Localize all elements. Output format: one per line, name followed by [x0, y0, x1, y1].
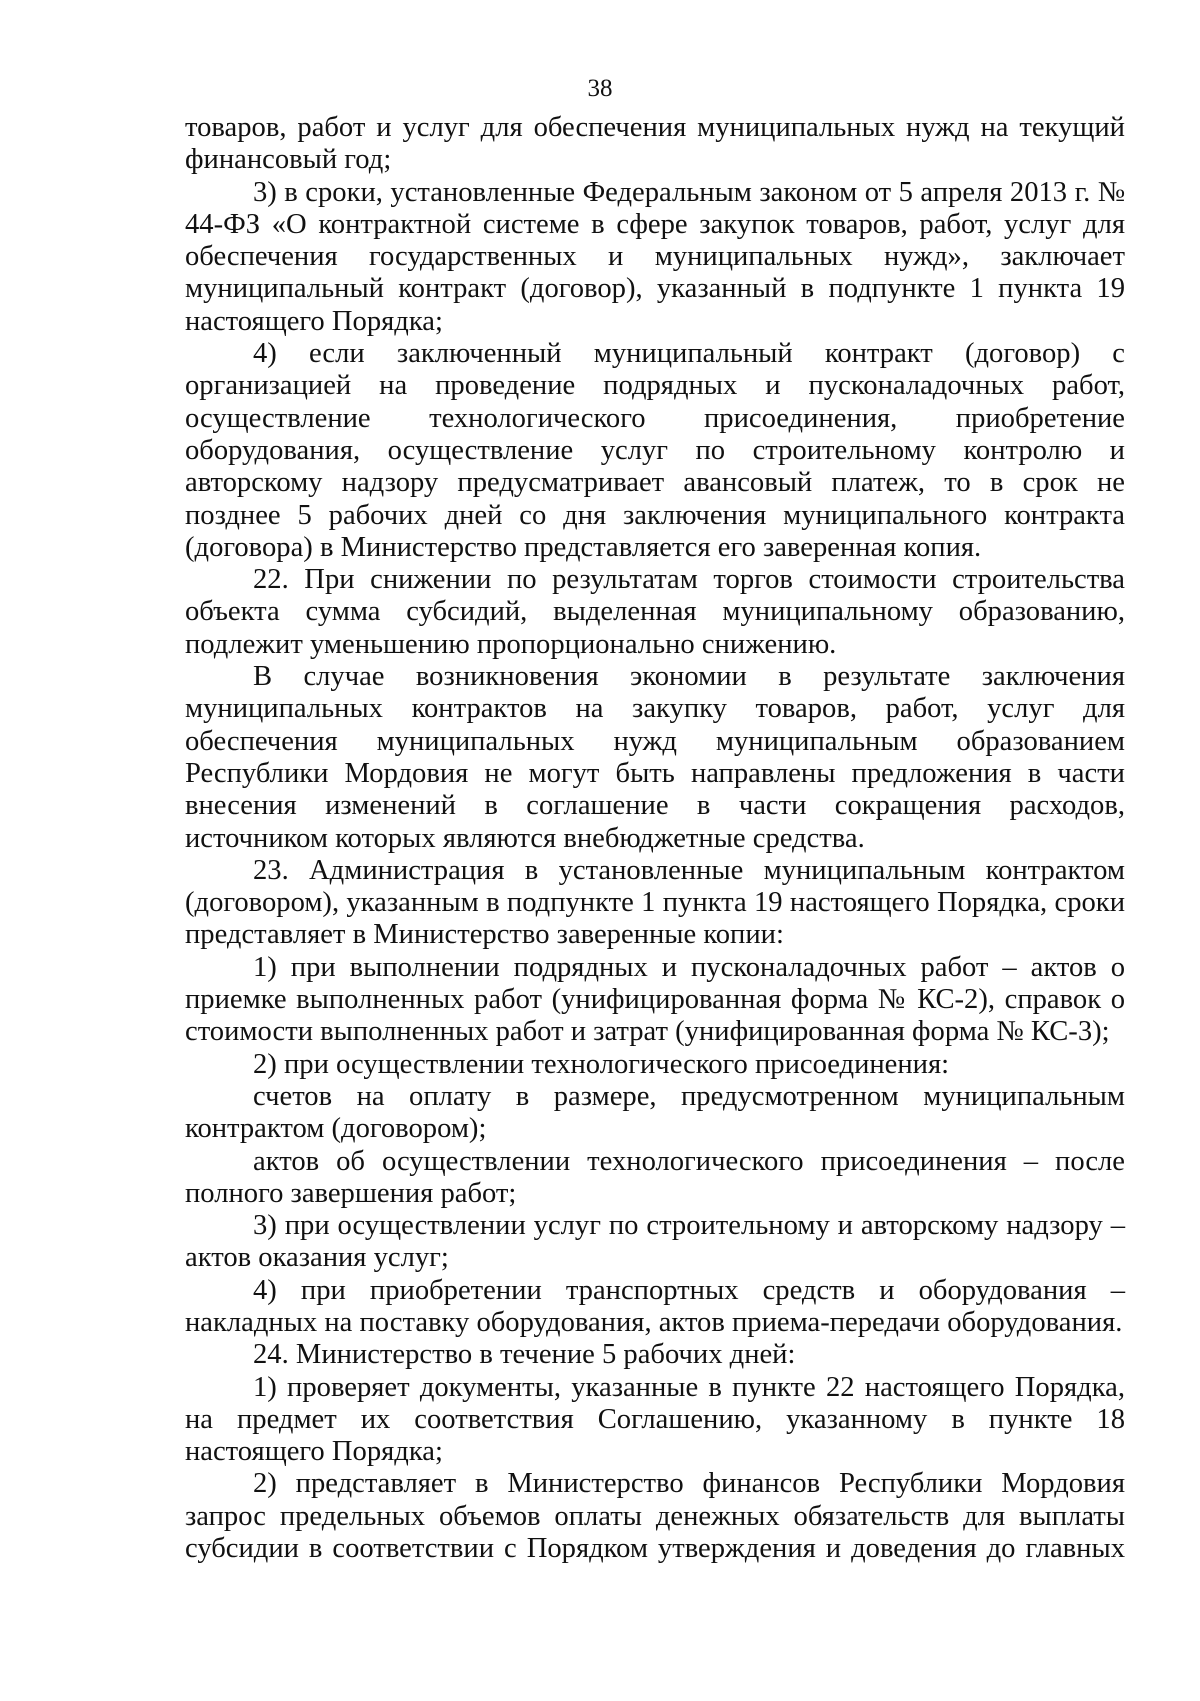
- paragraph-clause-22: 22. При снижении по результатам торгов стоимости строительства объекта сумма субсидий, выделенная муниципальному образованию, подлежит уменьшению пропорционально снижению.: [185, 564, 1125, 660]
- paragraph-item-4-advance: 4) если заключенный муниципальный контракт (договор) с организацией на проведение подрядных и пусконаладочных работ, осуществление технологического присоединения, приобретение оборудования, осуществление услуг по строительному контролю и авторскому надзору предусматривает авансовый платеж, то в срок не позднее 5 рабочих дней со дня заключения муниципального контракта (договора) в Министерство представляется его заверенная копия.: [185, 338, 1125, 563]
- document-body: [185, 112, 1125, 1565]
- paragraph-item-1-check: 1) проверяет документы, указанные в пункте 22 настоящего Порядка, на предмет их соответствия Соглашению, указанному в пункте 18 настоящего Порядка;: [185, 1371, 1125, 1468]
- paragraph-continuation: товаров, работ и услуг для обеспечения муниципальных нужд на текущий финансовый год;: [185, 112, 1125, 176]
- paragraph-item-1-works: 1) при выполнении подрядных и пусконаладочных работ – актов о приемке выполненных работ (унифицированная форма № КС-2), справок о стоимости выполненных работ и затрат (унифицированная форма № КС-3);: [185, 951, 1125, 1048]
- paragraph-item-2-request: 2) представляет в Министерство финансов Республики Мордовия запрос предельных объемов оплаты денежных обязательств для выплаты субсидии в соответствии с Порядком утверждения и доведения до главных: [185, 1468, 1125, 1565]
- paragraph-savings: В случае возникновения экономии в результате заключения муниципальных контрактов на закупку товаров, работ, услуг для обеспечения муниципальных нужд муниципальным образованием Республики Мордовия не могут быть направлены предложения в части внесения изменений в соглашение в части сокращения расходов, источником которых являются внебюджетные средства.: [185, 661, 1125, 854]
- paragraph-item-4-equipment: 4) при приобретении транспортных средств и оборудования – накладных на поставку оборудования, актов приема-передачи оборудования.: [185, 1274, 1125, 1338]
- paragraph-item-2-connection: 2) при осуществлении технологического присоединения:: [253, 1048, 950, 1080]
- paragraph-clause-24: 24. Министерство в течение 5 рабочих дней:: [253, 1339, 796, 1371]
- paragraph-item-3-contract: 3) в сроки, установленные Федеральным законом от 5 апреля 2013 г. № 44-ФЗ «О контрактной системе в сфере закупок товаров, работ, услуг для обеспечения государственных и муниципальных нужд», заключает муниципальный контракт (договор), указанный в подпункте 1 пункта 19 настоящего Порядка;: [185, 176, 1125, 337]
- page-number: 38: [587, 75, 613, 102]
- paragraph-item-3-supervision: 3) при осуществлении услуг по строительному и авторскому надзору – актов оказания услуг;: [185, 1210, 1125, 1274]
- paragraph-acts-connection: актов об осуществлении технологического присоединения – после полного завершения работ;: [185, 1145, 1125, 1209]
- paragraph-invoices: счетов на оплату в размере, предусмотренном муниципальным контрактом (договором);: [185, 1080, 1125, 1145]
- paragraph-clause-23: 23. Администрация в установленные муниципальным контрактом (договором), указанным в подпункте 1 пункта 19 настоящего Порядка, сроки представляет в Министерство заверенные копии:: [185, 854, 1125, 951]
